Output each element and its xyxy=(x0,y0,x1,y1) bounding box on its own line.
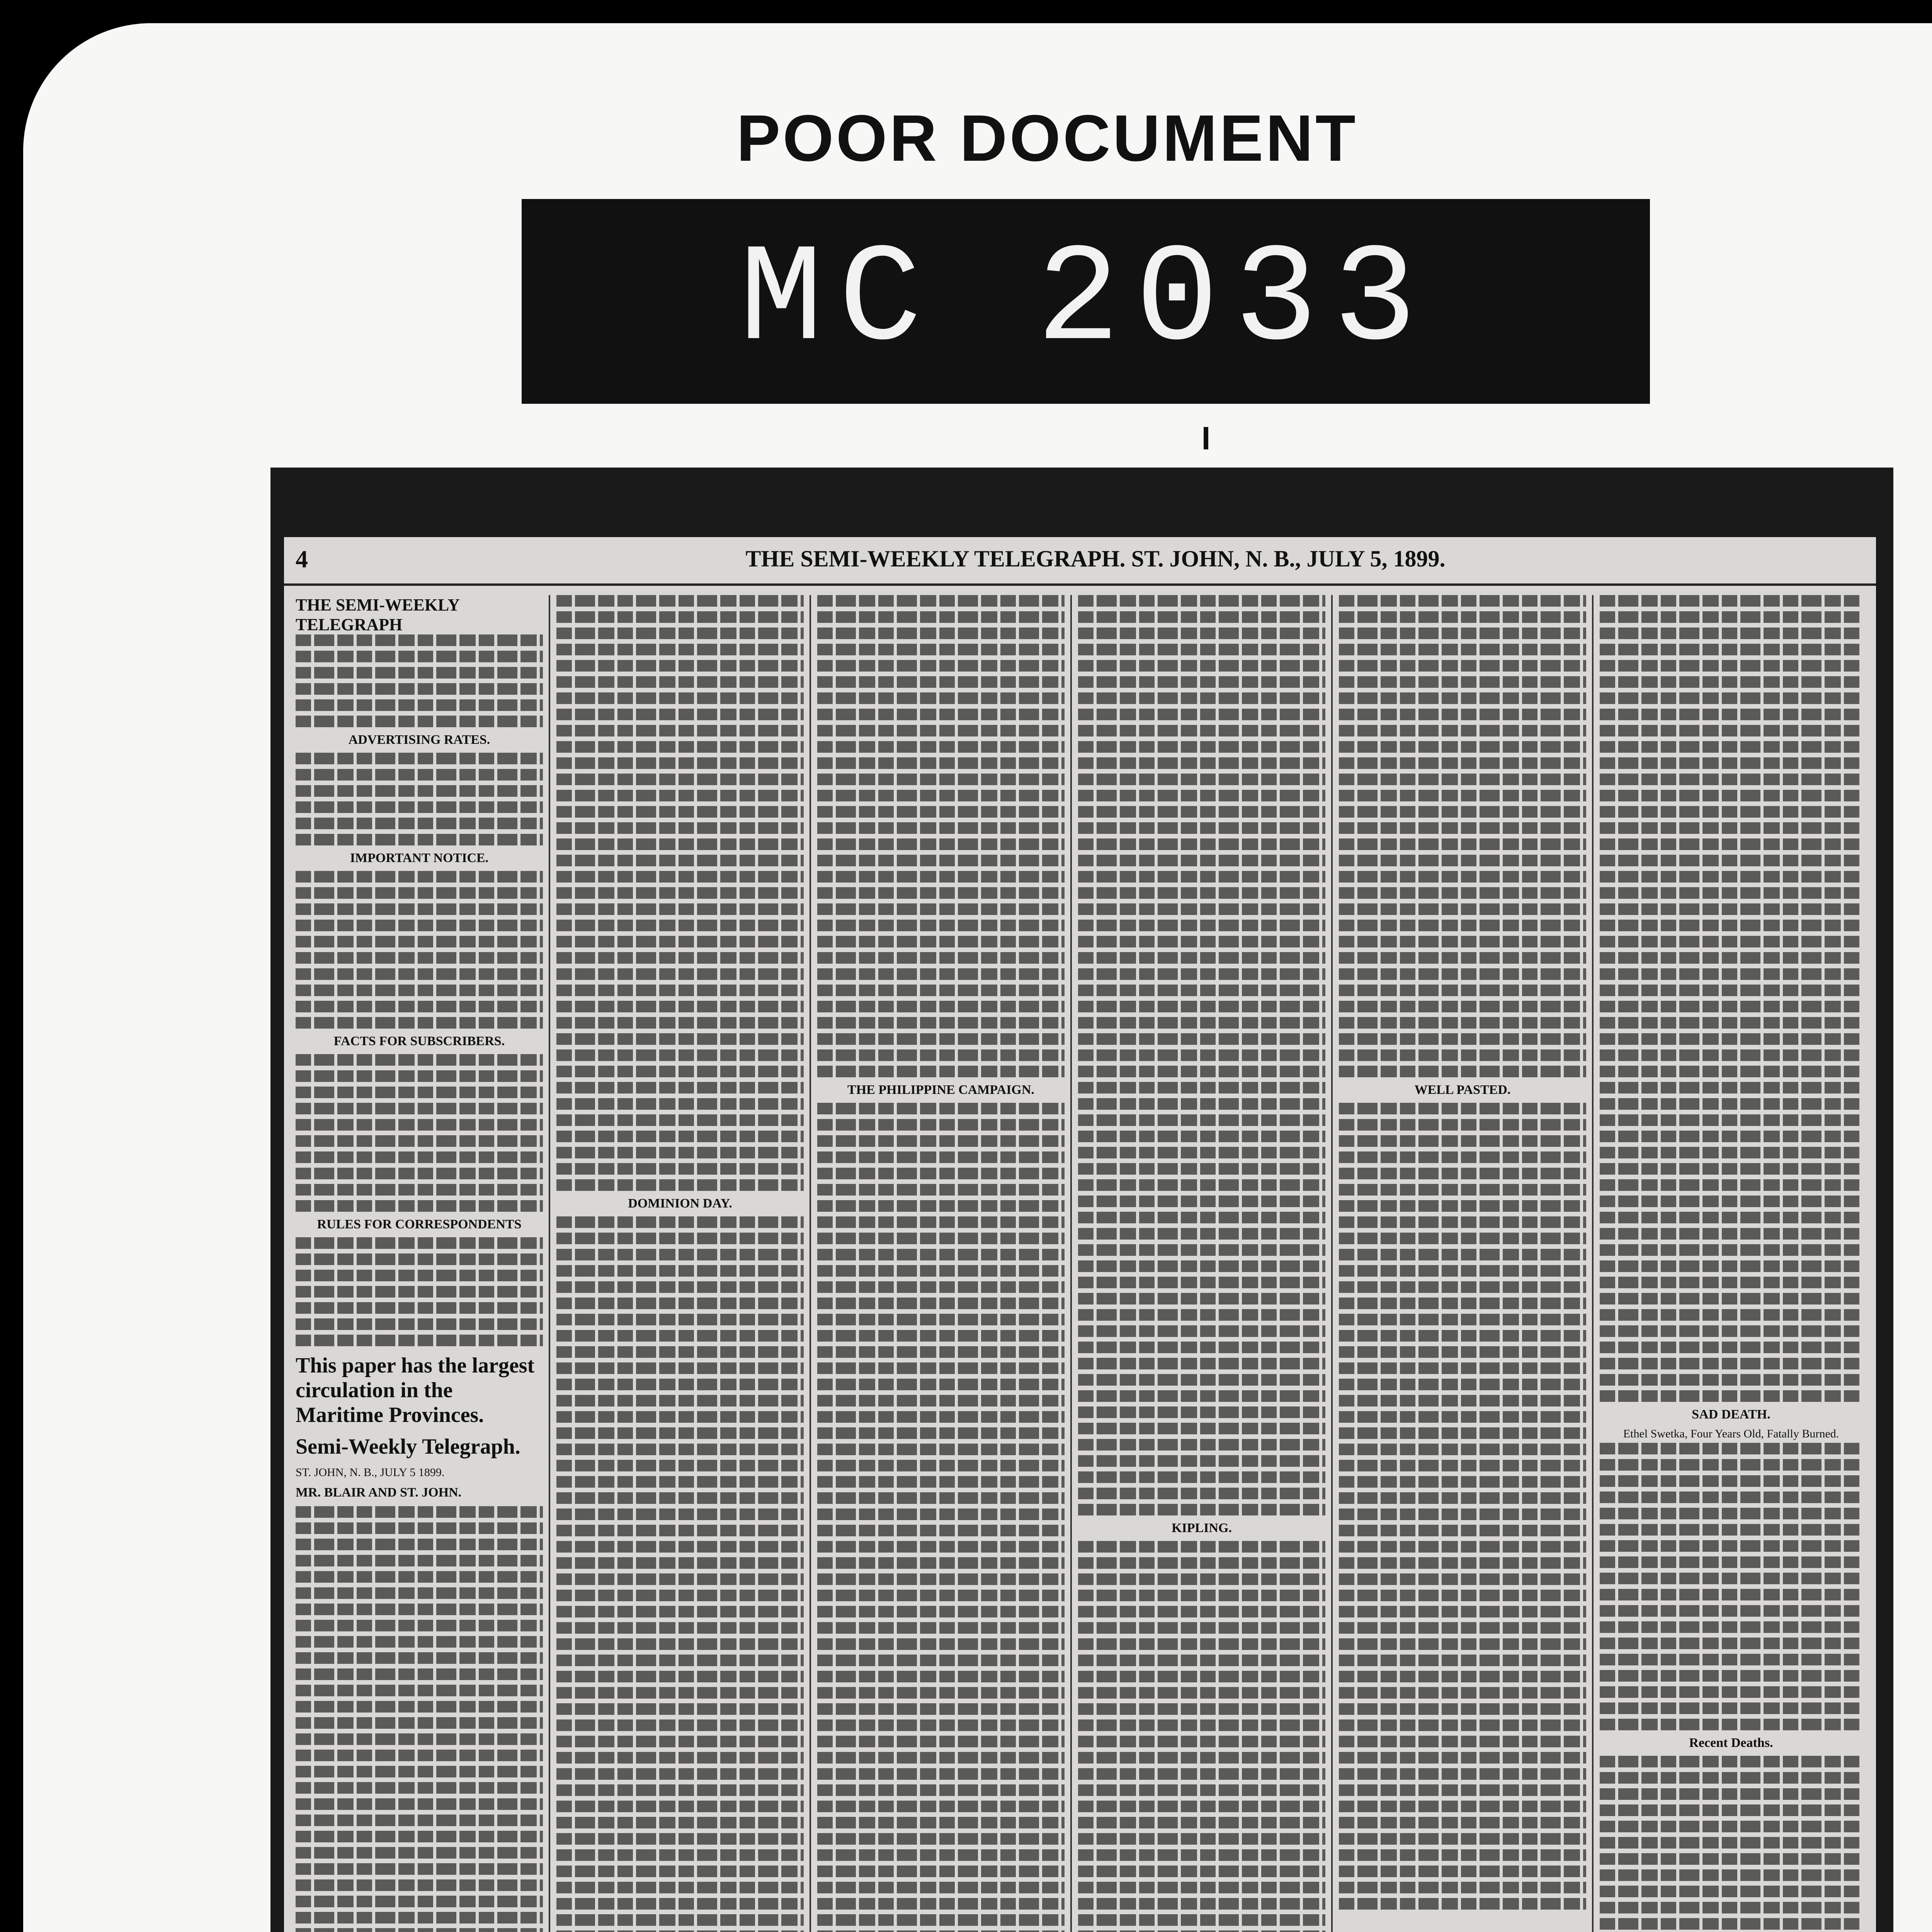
column-5 xyxy=(1339,595,1586,1932)
column-4 xyxy=(1078,595,1325,1932)
kipling-heading: KIPLING. xyxy=(1172,1521,1232,1535)
column-3 xyxy=(817,595,1065,1932)
column-1 xyxy=(296,595,543,1932)
column-area xyxy=(296,595,1864,1932)
newspaper-page xyxy=(270,468,1893,1932)
dominion-day-heading: DOMINION DAY. xyxy=(628,1196,732,1211)
microfilm-frame xyxy=(23,23,1932,1932)
well-pasted-heading: WELL PASTED. xyxy=(1414,1083,1511,1097)
column-6 xyxy=(1600,595,1862,1932)
column-2 xyxy=(556,595,804,1932)
philippine-campaign-heading: THE PHILIPPINE CAMPAIGN. xyxy=(847,1083,1034,1097)
newspaper-sheet xyxy=(284,537,1876,1932)
rules-for-correspondents-heading: RULES FOR CORRESPONDENTS xyxy=(317,1217,522,1231)
poor-document-label: POOR DOCUMENT xyxy=(736,102,1358,175)
recent-deaths-heading: Recent Deaths. xyxy=(1689,1736,1773,1750)
page-number: 4 xyxy=(296,545,308,573)
page-header xyxy=(284,537,1876,586)
sad-death-subheading: Ethel Swetka, Four Years Old, Fatally Burned. xyxy=(1623,1427,1839,1440)
sad-death-heading: SAD DEATH. xyxy=(1692,1407,1770,1422)
reel-code-bar xyxy=(522,199,1650,404)
masthead: THE SEMI-WEEKLY TELEGRAPH xyxy=(296,595,459,634)
dateline: ST. JOHN, N. B., JULY 5 1899. xyxy=(296,1466,445,1479)
lead-headline: MR. BLAIR AND ST. JOHN. xyxy=(296,1485,462,1500)
important-notice-heading: IMPORTANT NOTICE. xyxy=(350,851,489,865)
facts-for-subscribers-heading: FACTS FOR SUBSCRIBERS. xyxy=(333,1034,505,1048)
masthead-secondary: Semi-Weekly Telegraph. xyxy=(296,1435,520,1459)
frame-marker xyxy=(1204,427,1208,449)
circulation-notice: This paper has the largest circulation in the Maritime Provinces. xyxy=(296,1354,535,1427)
page-header-title: THE SEMI-WEEKLY TELEGRAPH. ST. JOHN, N. B., JULY 5, 1899. xyxy=(745,546,1446,571)
reel-code: MC 2033 xyxy=(739,223,1432,380)
advertising-rates-heading: ADVERTISING RATES. xyxy=(348,733,490,747)
